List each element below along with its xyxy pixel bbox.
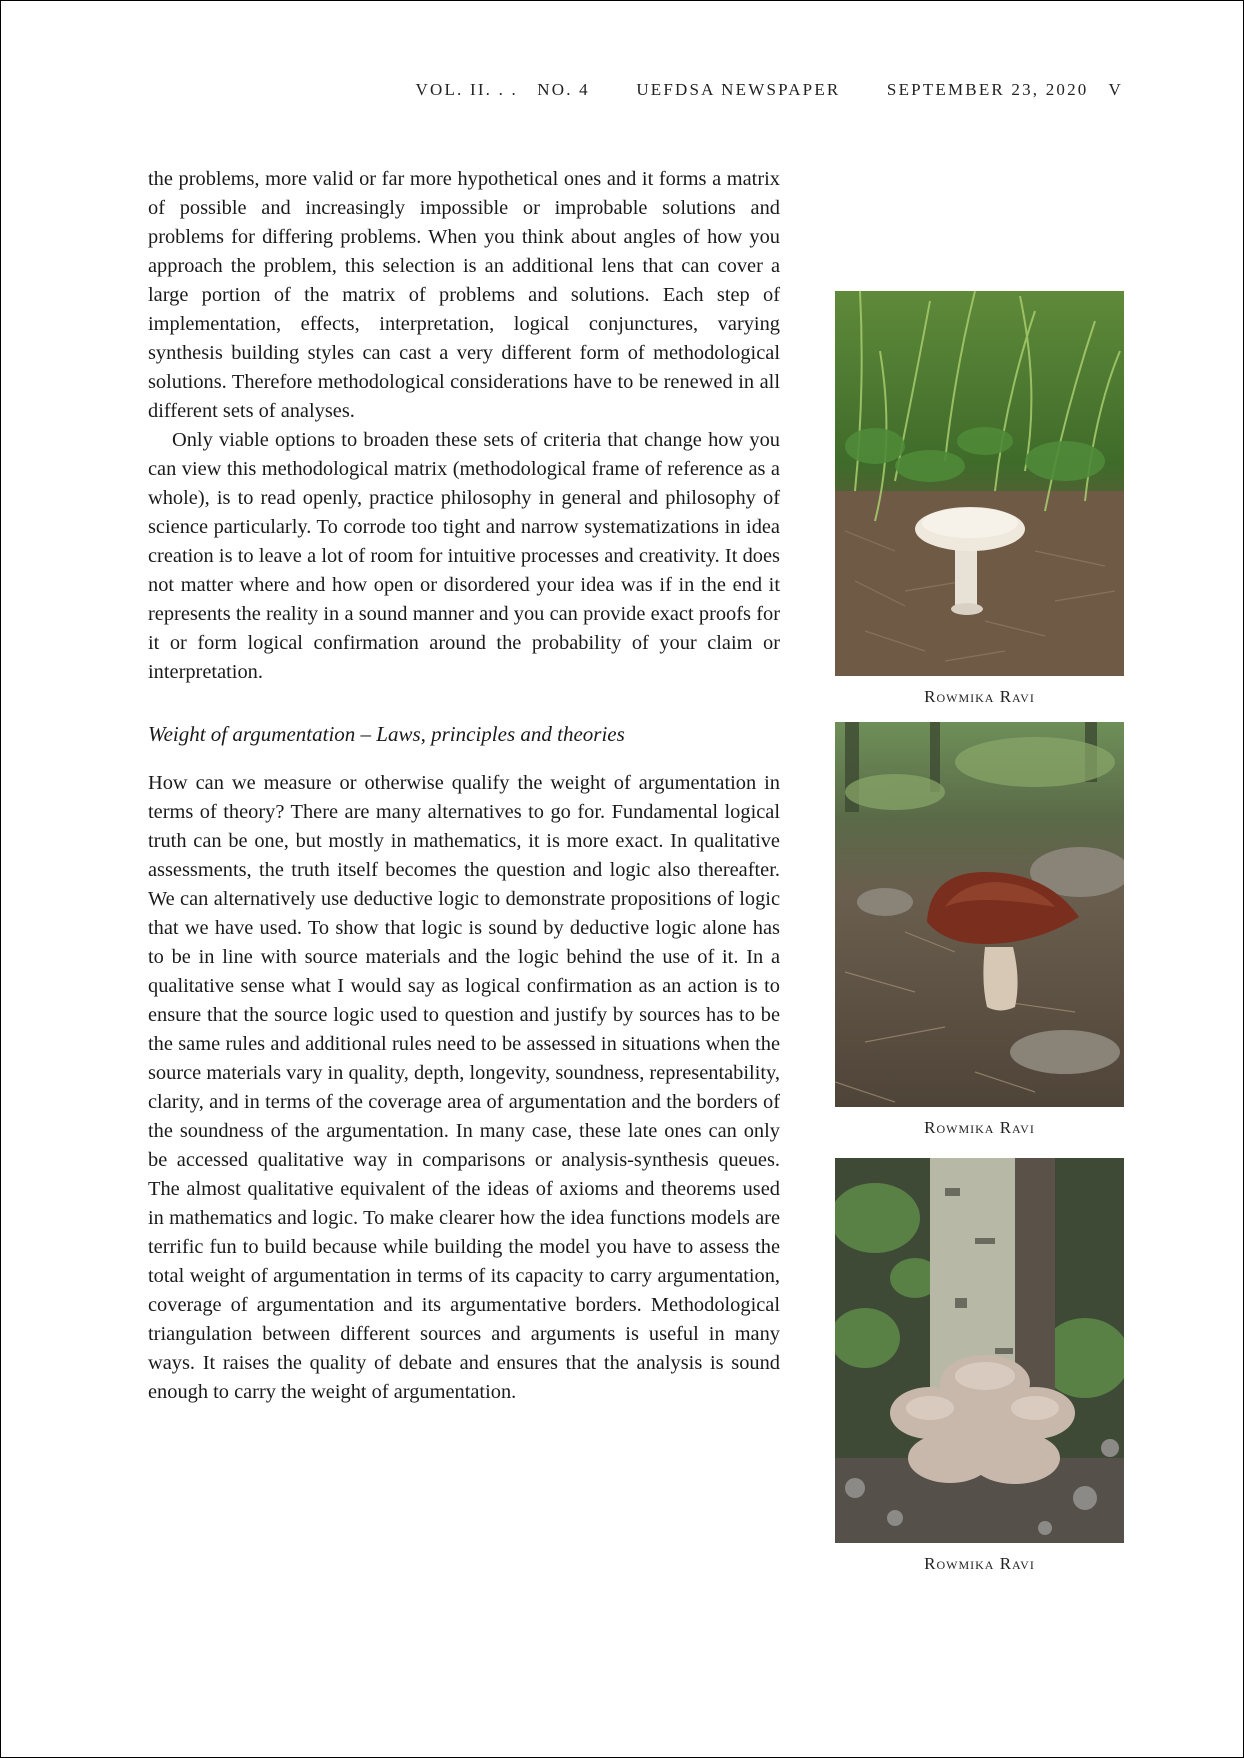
header-number: NO. 4 [537, 80, 590, 99]
body-paragraph-3: How can we measure or otherwise qualify the weight of argumentation in terms of theory? There are many alternatives to go for. Fundamental logical truth can be one, but mostly in mathematics, it is more exact. In qualitative assessments, the truth itself becomes the question and logic also thereafter. We can alternatively use deductive logic to demonstrate propositions of logic that we have used. To show that logic is sound by deductive logic alone has to be in line with source materials and the logic behind the use of it. In a qualitative sense what I would say as logical confirmation as an action is to ensure that the source logic used to question and justify by sources has to be the same rules and additional rules need to be assessed in situations when the source materials vary in quality, depth, longevity, soundness, representability, clarity, and in terms of the coverage area of argumentation and the borders of the soundness of the argumentation. In many case, these late ones can only be accessed qualitative way in comparisons or analysis-synthesis queues. The almost qualitative equivalent of the ideas of axioms and theorems used in mathematics and logic. To make clearer how the idea functions models are terrific fun to build because while building the model you have to assess the total weight of argumentation in terms of its capacity to carry argumentation, coverage of argumentation and its argumentative borders. Methodological triangulation between different sources and arguments is useful in many ways. It raises the quality of debate and ensures that the analysis is sound enough to carry the weight of argumentation. [148, 772, 780, 1403]
article-body [148, 165, 780, 1407]
body-paragraph-1: the problems, more valid or far more hypothetical ones and it forms a matrix of possible and increasingly impossible or improbable solutions and problems for differing problems. When you think about angles of how you approach the problem, this selection is an additional lens that can cover a large portion of the matrix of problems and solutions. Each step of implementation, effects, interpretation, logical conjunctures, varying synthesis building styles can cast a very different form of methodological solutions. Therefore methodological considerations have to be renewed in all different sets of analyses. [148, 168, 780, 422]
header-page-number: V [1108, 80, 1123, 99]
figure-1 [835, 291, 1124, 707]
figure-2-caption: Rowmika Ravi [924, 1118, 1035, 1137]
header-volume-number [416, 80, 590, 100]
pale-mushroom-in-grass-photo [835, 291, 1124, 676]
header-publication: UEFDSA NEWSPAPER [636, 80, 841, 99]
header-volume: VOL. II. . . [415, 80, 518, 99]
section-heading: Weight of argumentation – Laws, principles and theories [148, 722, 625, 746]
figure-3 [835, 1158, 1124, 1574]
figure-1-caption: Rowmika Ravi [924, 687, 1035, 706]
figure-2 [835, 722, 1124, 1138]
body-paragraph-2: Only viable options to broaden these sets of criteria that change how you can view this methodological matrix (methodological frame of reference as a whole), is to read openly, practice philosophy in general and philosophy of science particularly. To corrode too tight and narrow systematizations in idea creation is to leave a lot of room for intuitive processes and creativity. It does not matter where and how open or disordered your idea was if in the end it represents the reality in a sound manner and you can provide exact proofs for it or form logical confirmation around the probability of your claim or interpretation. [148, 429, 780, 683]
oyster-mushroom-cluster-at-tree-base-photo [835, 1158, 1124, 1543]
figure-3-caption: Rowmika Ravi [924, 1554, 1035, 1573]
header-date: SEPTEMBER 23, 2020 [886, 80, 1089, 99]
running-header [416, 80, 1123, 100]
brown-bolete-on-forest-floor-photo [835, 722, 1124, 1107]
